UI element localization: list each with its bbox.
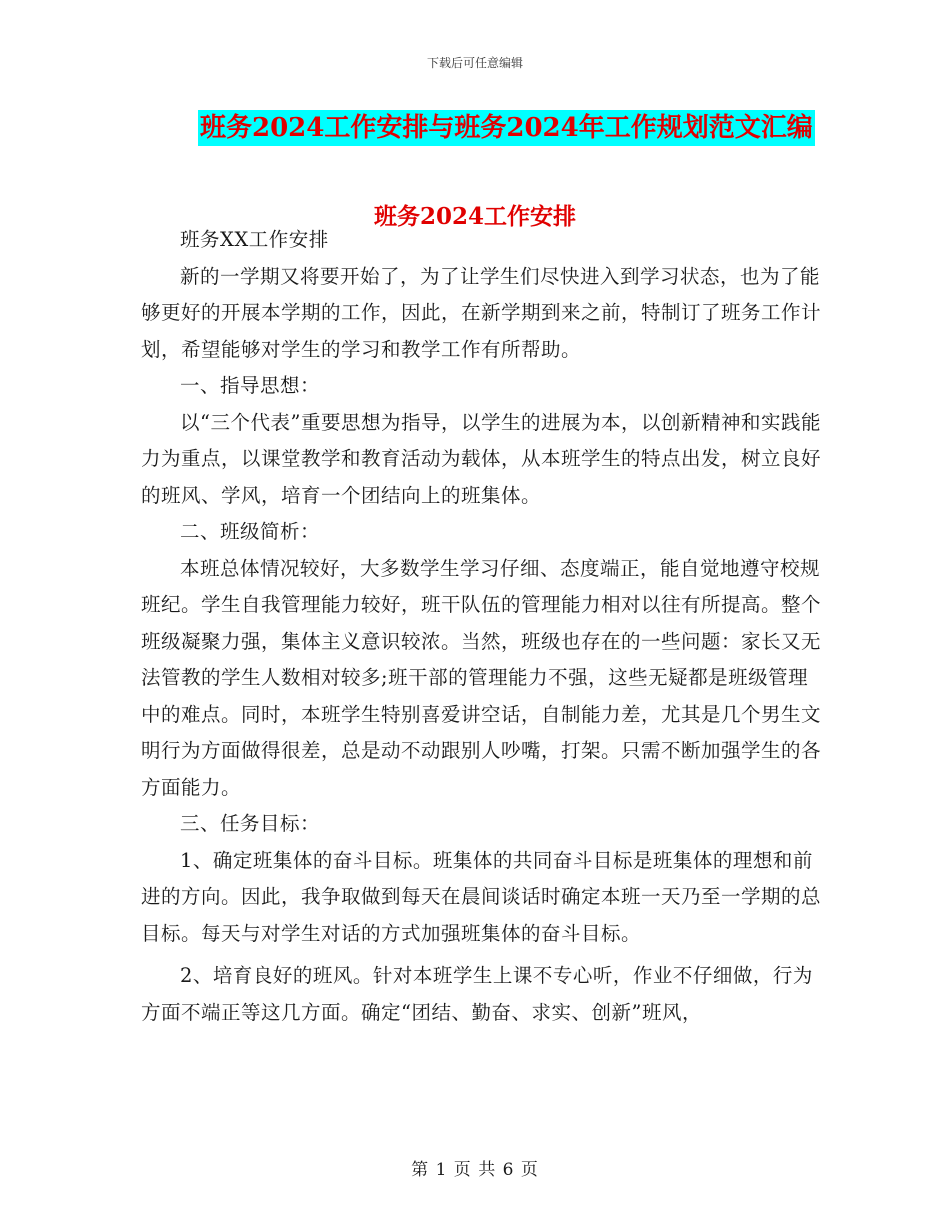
paragraph-goal-1: 1、确定班集体的奋斗目标。班集体的共同奋斗目标是班集体的理想和前进的方向。因此，我争取做到每天在晨间谈话时确定本班一天乃至一学期的总目标。每天与对学生对话的方式加强班集体的奋斗目标。 [141,848,822,945]
header-note: 下载后可任意编辑 [426,56,523,70]
document-body [141,222,821,1031]
document-title: 班务2024工作安排与班务2024年工作规划范文汇编 [198,110,815,146]
paragraph-class-analysis: 本班总体情况较好，大多数学生学习仔细、态度端正，能自觉地遵守校规班纪。学生自我管理能力较好，班干队伍的管理能力相对以往有所提高。整个班级凝聚力强，集体主义意识较浓。当然，班级也存在的一些问题：家长又无法管教的学生人数相对较多;班干部的管理能力不强，这些无疑都是班级管理中的难点。同时，本班学生特别喜爱讲空话，自制能力差，尤其是几个男生文明行为方面做得很差，总是动不动跟别人吵嘴，打架。只需不断加强学生的各方面能力。 [141,556,822,799]
heading-class-analysis: 二、班级简析： [180,520,321,543]
section-title: 班务2024工作安排 [373,203,576,230]
paragraph-goal-2: 2、培育良好的班风。针对本班学生上课不专心听，作业不仔细做，行为方面不端正等这几方面。确定“团结、勤奋、求实、创新”班风， [141,964,813,1024]
heading-guiding-thought: 一、指导思想： [180,374,321,397]
page-number: 第 1 页 共 6 页 [411,1160,539,1180]
paragraph-intro: 新的一学期又将要开始了，为了让学生们尽快进入到学习状态，也为了能够更好的开展本学期的工作，因此，在新学期到来之前，特制订了班务工作计划，希望能够对学生的学习和教学工作有所帮助。 [141,264,822,361]
paragraph-subtitle: 班务XX工作安排 [180,228,329,251]
heading-task-goals: 三、任务目标： [180,812,321,835]
paragraph-guiding-thought: 以“三个代表”重要思想为指导，以学生的进展为本，以创新精神和实践能力为重点，以课堂教学和教育活动为载体，从本班学生的特点出发，树立良好的班风、学风，培育一个团结向上的班集体。 [141,410,822,507]
